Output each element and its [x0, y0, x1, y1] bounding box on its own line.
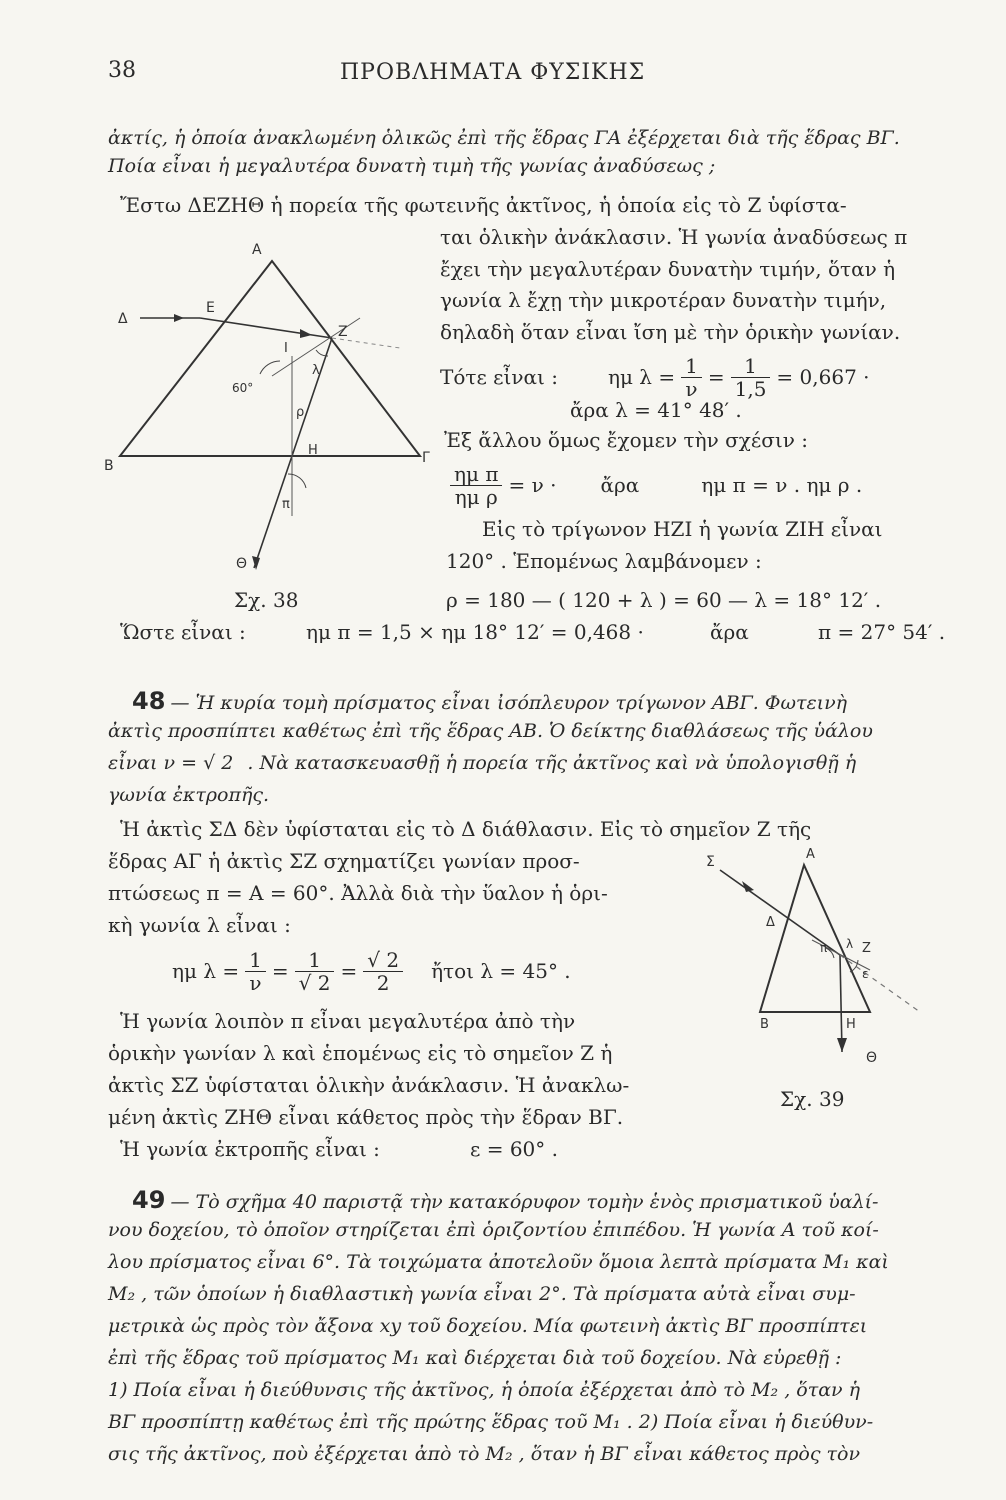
intro-line-2: Ποία εἶναι ἡ μεγαλυτέρα δυνατὴ τιμὴ τῆς γωνίας ἀναδύσεως ;: [108, 155, 716, 177]
problem49-line-3: λου πρίσματος εἶναι 6°. Τὰ τοιχώματα ἀποτελοῦν ὅμοια λεπτὰ πρίσματα Μ₁ καὶ: [108, 1251, 889, 1273]
problem49-line-8: ΒΓ προσπίπτῃ καθέτως ἐπὶ τῆς πρώτης ἕδρας τοῦ Μ₁ . 2) Ποία εἶναι ἡ διεύθυν-: [108, 1411, 874, 1433]
label-eps: ε: [862, 967, 869, 981]
eq-tail: ἤτοι λ = 45° .: [431, 959, 571, 983]
snell-result: ημ π = ν . ημ ρ .: [701, 473, 863, 497]
ray-arrow: [174, 314, 184, 322]
fraction-1-over-nu: [681, 355, 702, 400]
prism-triangle: [120, 261, 420, 456]
frac-den: ν: [685, 376, 698, 401]
label-pi: π: [282, 497, 290, 512]
label-e: Ε: [206, 300, 215, 316]
eq-lhs: ημ λ =: [607, 365, 676, 389]
label-s: Σ: [706, 854, 715, 870]
problem49-line-7: 1) Ποία εἶναι ἡ διεύθυνσις τῆς ἀκτῖνος, ἡ ὁποία ἐξέρχεται ἀπὸ τὸ Μ₂ , ὅταν ἡ: [108, 1379, 861, 1401]
sol47-triangle-line-2: 120° . Ἑπομένως λαμβάνομεν :: [446, 549, 762, 573]
frac-den: 2: [376, 970, 390, 995]
sol47-line-5: δηλαδὴ ὅταν εἶναι ἴση μὲ τὴν ὁρικὴν γωνίαν.: [440, 320, 901, 344]
sol47-line-2: ται ὁλικὴν ἀνάκλασιν. Ἡ γωνία ἀναδύσεως π: [440, 225, 908, 249]
frac-den: 1,5: [734, 376, 767, 401]
label-z: Ζ: [338, 324, 348, 340]
problem48-line-3: [108, 752, 856, 774]
problem49-line-6: ἐπὶ τῆς ἕδρας τοῦ πρίσματος Μ₁ καὶ διέρχεται διὰ τοῦ δοχείου. Νὰ εὑρεθῇ :: [108, 1347, 842, 1369]
fig39-caption: Σχ. 39: [780, 1087, 845, 1111]
sol48-line-2: ἕδρας ΑΓ ἡ ἀκτὶς ΣΖ σχηματίζει γωνίαν προσ-: [108, 849, 580, 873]
problem49-line-5: μετρικὰ ὡς πρὸς τὸν ἄξονα xy τοῦ δοχείου. Μία φωτεινὴ ἀκτὶς ΒΓ προσπίπτει: [108, 1315, 868, 1337]
sol48-line-7: ἀκτὶς ΣΖ ὑφίσταται ὁλικὴν ἀνάκλασιν. Ἡ ἀνακλω-: [108, 1073, 630, 1097]
label-th: Θ: [236, 556, 248, 572]
sol48-line-1: Ἡ ἀκτὶς ΣΔ δὲν ὑφίσταται εἰς τὸ Δ διάθλασιν. Εἰς τὸ σημεῖον Ζ τῆς: [120, 817, 812, 841]
problem48-text-3: . Νὰ κατασκευασθῇ ἡ πορεία τῆς ἀκτῖνος καὶ νὰ ὑπολογισθῇ ἡ: [247, 752, 857, 774]
sol47-line-1: Ἔστω ΔΕΖΗΘ ἡ πορεία τῆς φωτεινῆς ἀκτῖνος, ἡ ὁποία εἰς τὸ Ζ ὑφίστα-: [120, 193, 847, 217]
frac-num: ημ π: [450, 463, 502, 486]
frac-num: 1: [681, 355, 702, 378]
label-lambda: λ: [312, 363, 320, 378]
ray-arrow: [252, 556, 260, 570]
problem48-nu: εἶναι ν = √ 2: [108, 752, 234, 774]
eq-rhs: = 0,667 ·: [776, 365, 870, 389]
sol47-final-ara: ἄρα: [710, 620, 749, 644]
problem48-number: 48: [132, 687, 166, 715]
frac-den: ημ ρ: [454, 484, 498, 509]
ray-exit: [254, 456, 292, 568]
eq-equals: =: [707, 365, 725, 389]
label-g: Γ: [422, 450, 430, 466]
label-rho: ρ: [296, 405, 305, 420]
sol47-line-3: ἔχει τὴν μεγαλυτέραν δυνατὴν τιμήν, ὅταν ἡ: [440, 257, 896, 281]
frac-num: 1: [731, 355, 771, 378]
ray-arrow: [837, 1038, 847, 1052]
snell-rhs: = ν ·: [508, 473, 557, 497]
frac-num: 1: [295, 949, 335, 972]
figure-39-prism-diagram: [700, 840, 940, 1070]
sol47-snell-relation: [450, 460, 862, 510]
problem49-text-1: — Τὸ σχῆμα 40 παριστᾷ τὴν κατακόρυφον τομὴν ἑνὸς πρισματικοῦ ὑαλί-: [170, 1191, 879, 1213]
sol47-final-result: π = 27° 54′ .: [818, 620, 946, 644]
label-a: Α: [806, 847, 815, 862]
running-head: ΠΡΟΒΛΗΜΑΤΑ ΦΥΣΙΚΗΣ: [340, 60, 646, 85]
fraction-1-over-nu: [245, 949, 266, 994]
problem49-number: 49: [132, 1186, 166, 1214]
label-th: Θ: [866, 1050, 878, 1066]
sol48-line-8: μένη ἀκτὶς ΖΗΘ εἶναι κάθετος πρὸς τὴν ἕδραν ΒΓ.: [108, 1105, 624, 1129]
sol47-ex-allou: Ἐξ ἄλλου ὅμως ἔχομεν τὴν σχέσιν :: [444, 428, 808, 452]
problem48-line-2: ἀκτὶς προσπίπτει καθέτως ἐπὶ τῆς ἕδρας ΑΒ. Ὁ δείκτης διαθλάσεως τῆς ὑάλου: [108, 720, 873, 742]
problem49-line-4: Μ₂ , τῶν ὁποίων ἡ διαθλαστικὴ γωνία εἶναι 2°. Τὰ πρίσματα αὐτὰ εἶναι συμ-: [108, 1283, 856, 1305]
problem49-line-1: [132, 1186, 878, 1214]
fig38-caption: Σχ. 38: [234, 588, 299, 612]
figure-38-prism-diagram: [100, 226, 445, 591]
prism-triangle: [760, 865, 870, 1012]
sol48-deviation: ε = 60° .: [470, 1137, 558, 1161]
problem49-line-9: σις τῆς ἀκτῖνος, ποὺ ἐξέρχεται ἀπὸ τὸ Μ₂ , ὅταν ἡ ΒΓ εἶναι κάθετος πρὸς τὸν: [108, 1443, 861, 1465]
sol47-triangle-line-1: Εἰς τὸ τρίγωνον ΗΖΙ ἡ γωνία ΖΙΗ εἶναι: [482, 517, 883, 541]
sol47-final-lead: Ὥστε εἶναι :: [120, 620, 246, 644]
label-a: Α: [252, 242, 262, 258]
sol48-line-3: πτώσεως π = Α = 60°. Ἀλλὰ διὰ τὴν ὕαλον ἡ ὁρι-: [108, 881, 608, 905]
tote-label: Τότε εἶναι :: [440, 365, 558, 389]
intro-line-1: ἀκτίς, ἡ ὁποία ἀνακλωμένη ὁλικῶς ἐπὶ τῆς ἕδρας ΓΑ ἐξέρχεται διὰ τῆς ἕδρας ΒΓ.: [108, 127, 900, 149]
snell-ara: ἄρα: [600, 473, 640, 497]
label-z: Ζ: [862, 941, 871, 956]
problem49-line-2: νου δοχείου, τὸ ὁποῖον στηρίζεται ἐπὶ ὁριζοντίου ἐπιπέδου. Ἡ γωνία Α τοῦ κοί-: [108, 1219, 879, 1241]
label-60: 60°: [232, 381, 254, 395]
frac-den: ν: [249, 970, 262, 995]
angle-60-arc: [260, 361, 280, 374]
sol47-rho: ρ = 180 — ( 120 + λ ) = 60 — λ = 18° 12′ .: [446, 588, 882, 612]
eq-lhs: ημ λ =: [172, 959, 240, 983]
label-d: Δ: [766, 915, 775, 930]
sol47-final-eq: ημ π = 1,5 × ημ 18° 12′ = 0,468 ·: [306, 620, 644, 644]
ray-reflected: [840, 955, 842, 1052]
fraction-sin-pi-over-sin-rho: [450, 463, 502, 508]
fraction-1-over-root2: [295, 949, 335, 994]
ray-arrow: [300, 329, 312, 338]
sol47-equation-sin-lambda: [440, 352, 870, 402]
label-b: Β: [760, 1017, 769, 1032]
label-h: Η: [846, 1017, 856, 1032]
frac-den: √ 2: [298, 970, 331, 995]
label-i: Ι: [284, 341, 288, 356]
label-lambda: λ: [846, 937, 854, 951]
sol48-line-6: ὁρικὴν γωνίαν λ καὶ ἑπομένως εἰς τὸ σημεῖον Ζ ἡ: [108, 1041, 613, 1065]
page-number: 38: [108, 58, 136, 83]
label-d: Δ: [118, 311, 128, 327]
sol48-line-9: Ἡ γωνία ἐκτροπῆς εἶναι :: [120, 1137, 380, 1161]
sol47-ara-lambda: ἄρα λ = 41° 48′ .: [570, 398, 742, 422]
sol47-line-4: γωνία λ ἔχῃ τὴν μικροτέραν δυνατὴν τιμήν,: [440, 288, 887, 312]
label-h: Η: [308, 443, 318, 458]
fraction-1-over-1-5: [731, 355, 771, 400]
label-b: Β: [104, 458, 114, 474]
label-pi: π: [820, 941, 828, 955]
problem48-line-4: γωνία ἐκτροπῆς.: [108, 784, 270, 806]
problem48-line-1: [132, 687, 847, 715]
frac-num: 1: [245, 949, 266, 972]
frac-num: √ 2: [363, 949, 403, 972]
angle-pi-arc: [288, 474, 306, 488]
dashed-extension: [840, 955, 920, 1012]
sol48-equation: ημ λ = $\frac{1}{\nu}$ = $\frac{1}{√ 2}$ = $\frac{√ 2}{2}$ ἤτοι λ = 45° .: [172, 947, 571, 995]
sol48-line-5: Ἡ γωνία λοιπὸν π εἶναι μεγαλυτέρα ἀπὸ τὴν: [120, 1009, 576, 1033]
sol48-line-4: κὴ γωνία λ εἶναι :: [108, 913, 291, 937]
fraction-root2-over-2: [363, 949, 403, 994]
problem48-text-1: — Ἡ κυρία τομὴ πρίσματος εἶναι ἰσόπλευρον τρίγωνον ΑΒΓ. Φωτεινὴ: [170, 692, 848, 714]
